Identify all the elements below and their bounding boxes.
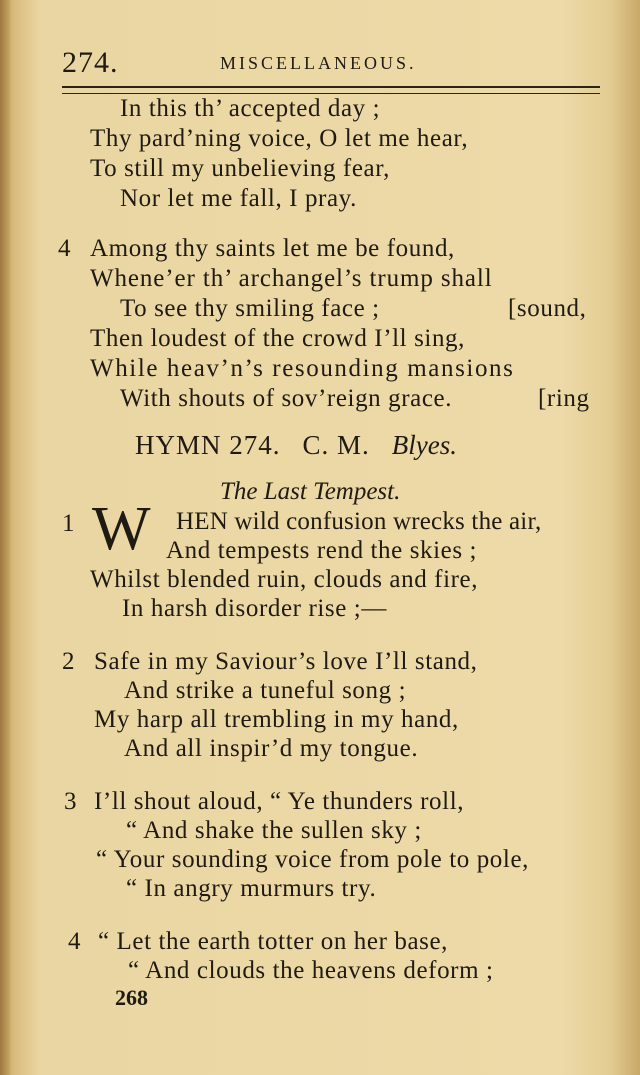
verse-line: And tempests rend the skies ; [166, 537, 478, 564]
hymn-meter: C. M. [302, 430, 370, 460]
verse-line: “ In angry murmurs try. [126, 875, 377, 902]
header-rule [62, 86, 600, 94]
verse-line: Among thy saints let me be found, [90, 235, 455, 262]
verse-line: Then loudest of the crowd I’ll sing, [90, 325, 465, 352]
verse-line: And strike a tuneful song ; [124, 677, 407, 704]
stanza-number: 2 [62, 648, 75, 675]
page-number: 274. [62, 46, 119, 79]
stanza-number: 4 [58, 235, 71, 262]
verse-line: To see thy smiling face ; [120, 295, 380, 322]
page-header [62, 46, 602, 82]
verse-line: In harsh disorder rise ;— [122, 595, 387, 622]
hymn-title: HYMN 274. [135, 430, 281, 460]
verse-line: My harp all trembling in my hand, [94, 706, 459, 733]
verse-line: Safe in my Saviour’s love I’ll stand, [94, 648, 478, 675]
drop-cap: W [92, 495, 151, 563]
verse-line: While heav’n’s resounding mansions [90, 355, 515, 382]
verse-line: Whene’er th’ archangel’s trump shall [90, 265, 493, 292]
verse-line: “ And shake the sullen sky ; [126, 817, 422, 844]
verse-line-overflow: [sound, [508, 295, 587, 322]
verse-line: “ Let the earth totter on her base, [98, 928, 449, 955]
hymn-tune: Blyes. [391, 430, 458, 460]
hymn-subtitle: The Last Tempest. [220, 478, 401, 505]
verse-line: And all inspir’d my tongue. [124, 735, 419, 762]
running-head: MISCELLANEOUS. [220, 53, 417, 73]
verse-line-overflow: [ring [538, 385, 590, 412]
verse-line: In this th’ accepted day ; [120, 95, 381, 122]
verse-line: To still my unbelieving fear, [90, 155, 391, 182]
verse-line: Nor let me fall, I pray. [120, 185, 357, 212]
verse-line: Whilst blended ruin, clouds and fire, [90, 566, 479, 593]
verse-line: “ And clouds the heavens deform ; [128, 957, 494, 984]
stanza-number: 1 [62, 510, 75, 537]
verse-line: With shouts of sov’reign grace. [120, 385, 453, 412]
signature-mark: 268 [115, 985, 148, 1010]
verse-line: HEN wild confusion wrecks the air, [176, 508, 542, 535]
page-spine-shadow [0, 0, 10, 1075]
hymn-heading [135, 430, 457, 461]
verse-line: “ Your sounding voice from pole to pole, [96, 846, 529, 873]
verse-line: Thy pard’ning voice, O let me hear, [90, 125, 469, 152]
verse-line: I’ll shout aloud, “ Ye thunders roll, [94, 788, 465, 815]
stanza-number: 4 [68, 928, 81, 955]
stanza-number: 3 [64, 788, 77, 815]
